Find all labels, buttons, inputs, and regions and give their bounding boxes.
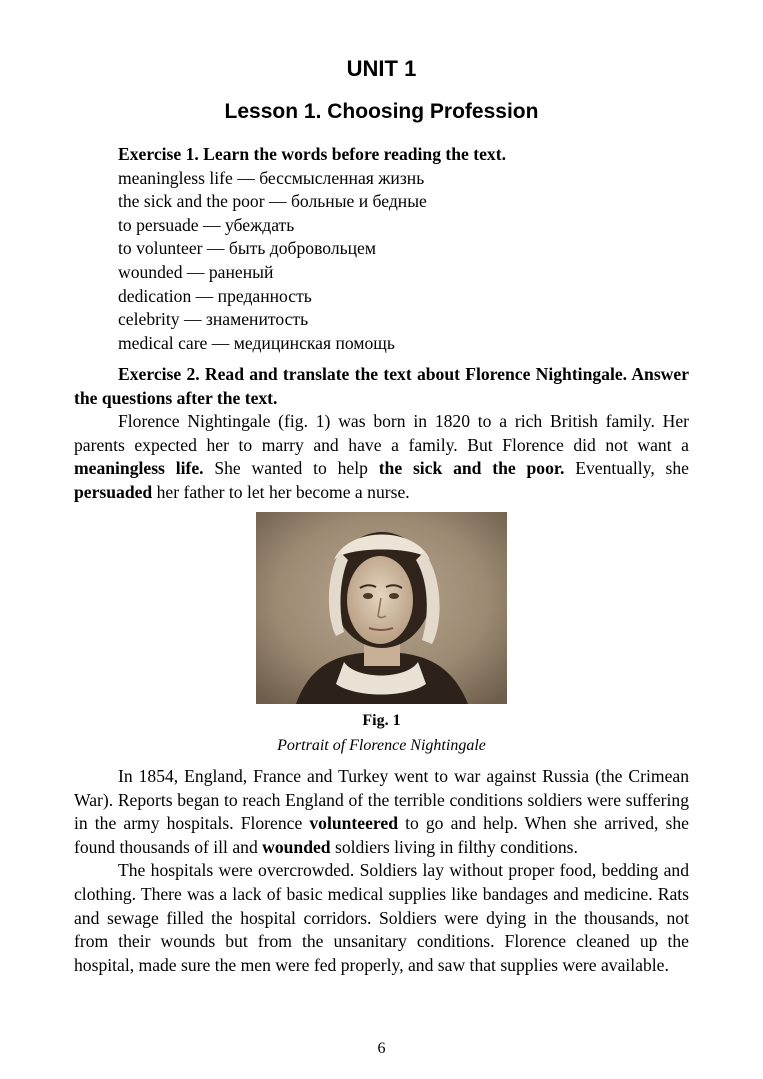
exercise-1-heading: Exercise 1. Learn the words before reading the text. [118,144,506,164]
portrait-photo-icon [256,512,507,704]
vocab-item: medical care — медицинская помощь [118,332,395,353]
vocab-item: to persuade — убеждать [118,214,295,235]
vocab-item: dedication — преданность [118,285,312,306]
paragraph-1 [74,410,689,504]
vocab-item: wounded — раненый [118,261,274,282]
exercise-2 [74,363,689,505]
text-run: to go and help. When she arrived, she found thousands of ill and [74,813,689,857]
vocab-item: celebrity — знаменитость [118,309,309,330]
text-run: her father to let her become a nurse. [152,481,410,502]
exercise-2-heading: Exercise 2. Read and translate the text about Florence Nightingale. Answer the questions after the text. [74,364,689,408]
text-run: soldiers living in filthy conditions. [330,836,578,857]
bold-term: the sick and the poor. [378,458,565,479]
body-text [74,765,689,977]
figure-label: Fig. 1 [362,712,401,729]
bold-term: volunteered [309,813,398,834]
vocab-item: to volunteer — быть добровольцем [118,238,377,259]
figure-caption: Portrait of Florence Nightingale [277,737,486,754]
text-run: She wanted to help [203,458,379,479]
paragraph-3: The hospitals were overcrowded. Soldiers lay without proper food, bedding and clothing. There was a lack of basic medical supplies like bandages and medicine. Rats and sewage filled the hospital corridors. Soldiers were dying in the thousands, not from their wounds but from the unsanitary conditions. Florence cleaned up the hospital, made sure the men were fed properly, and saw that supplies were available. [74,860,689,975]
exercise-1 [74,143,689,355]
bold-term: persuaded [74,481,153,502]
vocab-item: meaningless life — бессмысленная жизнь [118,167,425,188]
text-run: Eventually, she [564,458,689,479]
text-run: In 1854, England, France and Turkey went to war against Russia (the Crimean War). Reports began to reach England of the terrible conditions soldiers were suffering in the army hospitals. Florence [74,766,689,834]
text-run: Florence Nightingale (fig. 1) was born in 1820 to a rich British family. Her parents expected her to marry and have a family. But Florence did not want a [74,411,689,455]
vocab-item: the sick and the poor — больные и бедные [118,191,427,212]
bold-term: meaningless life. [74,458,204,479]
page-number: 6 [377,1040,386,1057]
unit-title: UNIT 1 [346,56,417,81]
lesson-title: Lesson 1. Choosing Profession [224,100,539,123]
bold-term: wounded [262,836,331,857]
paragraph-2 [74,765,689,859]
